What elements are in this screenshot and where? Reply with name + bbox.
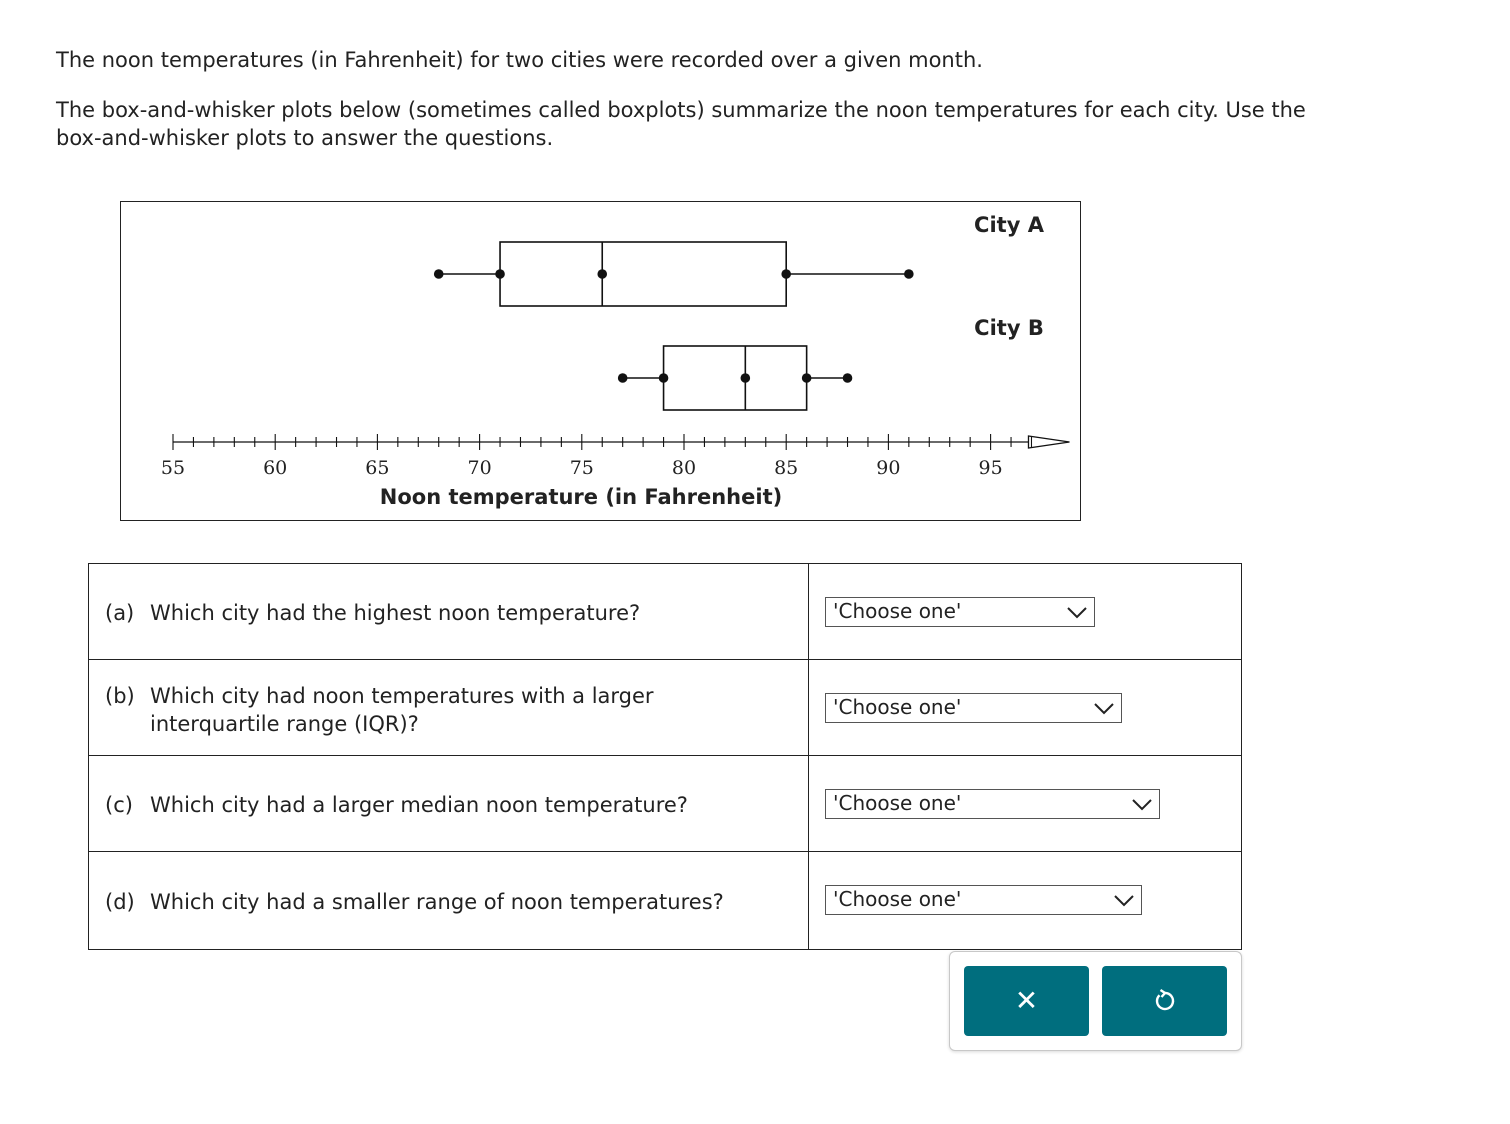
intro-text-2: The box-and-whisker plots below (sometimes called boxplots) summarize the noon temperatures for each city. Use the box-and-whisker plots to answer the questions. bbox=[56, 98, 1306, 150]
clear-button[interactable] bbox=[964, 966, 1089, 1036]
tick-label: 75 bbox=[569, 457, 594, 479]
question-text-a: Which city had the highest noon temperature? bbox=[150, 601, 641, 625]
tick-label: 65 bbox=[365, 457, 390, 479]
x-axis-title: Noon temperature (in Fahrenheit) bbox=[379, 485, 783, 509]
question-row-d bbox=[89, 852, 1241, 949]
question-table bbox=[88, 563, 1242, 950]
question-text-d: Which city had a smaller range of noon temperatures? bbox=[150, 890, 724, 914]
tick-label: 90 bbox=[876, 457, 901, 479]
question-row-b bbox=[89, 660, 1241, 756]
chevron-down-icon bbox=[1066, 603, 1088, 621]
answer-select-b[interactable] bbox=[825, 693, 1122, 723]
question-cell-c bbox=[89, 756, 809, 851]
question-row-a bbox=[89, 564, 1241, 660]
tick-label: 70 bbox=[467, 457, 492, 479]
answer-select-d[interactable] bbox=[825, 885, 1142, 915]
answer-select-c-value: 'Choose one' bbox=[833, 791, 962, 815]
max-point bbox=[904, 269, 914, 279]
answer-select-b-value: 'Choose one' bbox=[833, 695, 962, 719]
iqr-box bbox=[500, 242, 786, 306]
boxplot-svg bbox=[121, 202, 1082, 522]
max-point bbox=[843, 373, 853, 383]
boxplot-chart bbox=[120, 201, 1081, 521]
close-icon: ✕ bbox=[1014, 985, 1039, 1016]
series-label: City B bbox=[974, 316, 1044, 340]
tick-label: 85 bbox=[774, 457, 799, 479]
question-letter-b: (b) bbox=[105, 684, 135, 708]
question-cell-b bbox=[89, 660, 809, 755]
question-row-c bbox=[89, 756, 1241, 852]
undo-icon bbox=[1152, 988, 1178, 1014]
min-point bbox=[434, 269, 444, 279]
q3-point bbox=[781, 269, 791, 279]
question-letter-a: (a) bbox=[105, 601, 135, 625]
tick-label: 60 bbox=[263, 457, 288, 479]
median-point bbox=[597, 269, 607, 279]
tick-label: 55 bbox=[160, 457, 186, 479]
question-cell-a bbox=[89, 564, 809, 659]
question-text-b-line1: Which city had noon temperatures with a larger bbox=[150, 684, 654, 708]
chevron-down-icon bbox=[1113, 891, 1135, 909]
min-point bbox=[618, 373, 628, 383]
median-point bbox=[741, 373, 751, 383]
answer-actions-panel bbox=[949, 951, 1242, 1051]
question-text-c: Which city had a larger median noon temperature? bbox=[150, 793, 688, 817]
x-axis-arrow bbox=[1028, 436, 1069, 448]
intro-text-1: The noon temperatures (in Fahrenheit) for two cities were recorded over a given month. bbox=[56, 48, 983, 72]
q3-point bbox=[802, 373, 812, 383]
answer-select-a[interactable] bbox=[825, 597, 1095, 627]
answer-select-d-value: 'Choose one' bbox=[833, 887, 962, 911]
q1-point bbox=[495, 269, 505, 279]
tick-label: 95 bbox=[978, 457, 1003, 479]
question-cell-d bbox=[89, 852, 809, 949]
chevron-down-icon bbox=[1093, 699, 1115, 717]
tick-label: 80 bbox=[671, 457, 697, 479]
undo-button[interactable] bbox=[1102, 966, 1227, 1036]
question-letter-d: (d) bbox=[105, 890, 135, 914]
answer-select-a-value: 'Choose one' bbox=[833, 599, 962, 623]
answer-select-c[interactable] bbox=[825, 789, 1160, 819]
q1-point bbox=[659, 373, 669, 383]
iqr-box bbox=[664, 346, 807, 410]
question-letter-c: (c) bbox=[105, 793, 133, 817]
chevron-down-icon bbox=[1131, 795, 1153, 813]
question-text-b-line2: interquartile range (IQR)? bbox=[150, 712, 419, 736]
series-label: City A bbox=[974, 213, 1044, 237]
